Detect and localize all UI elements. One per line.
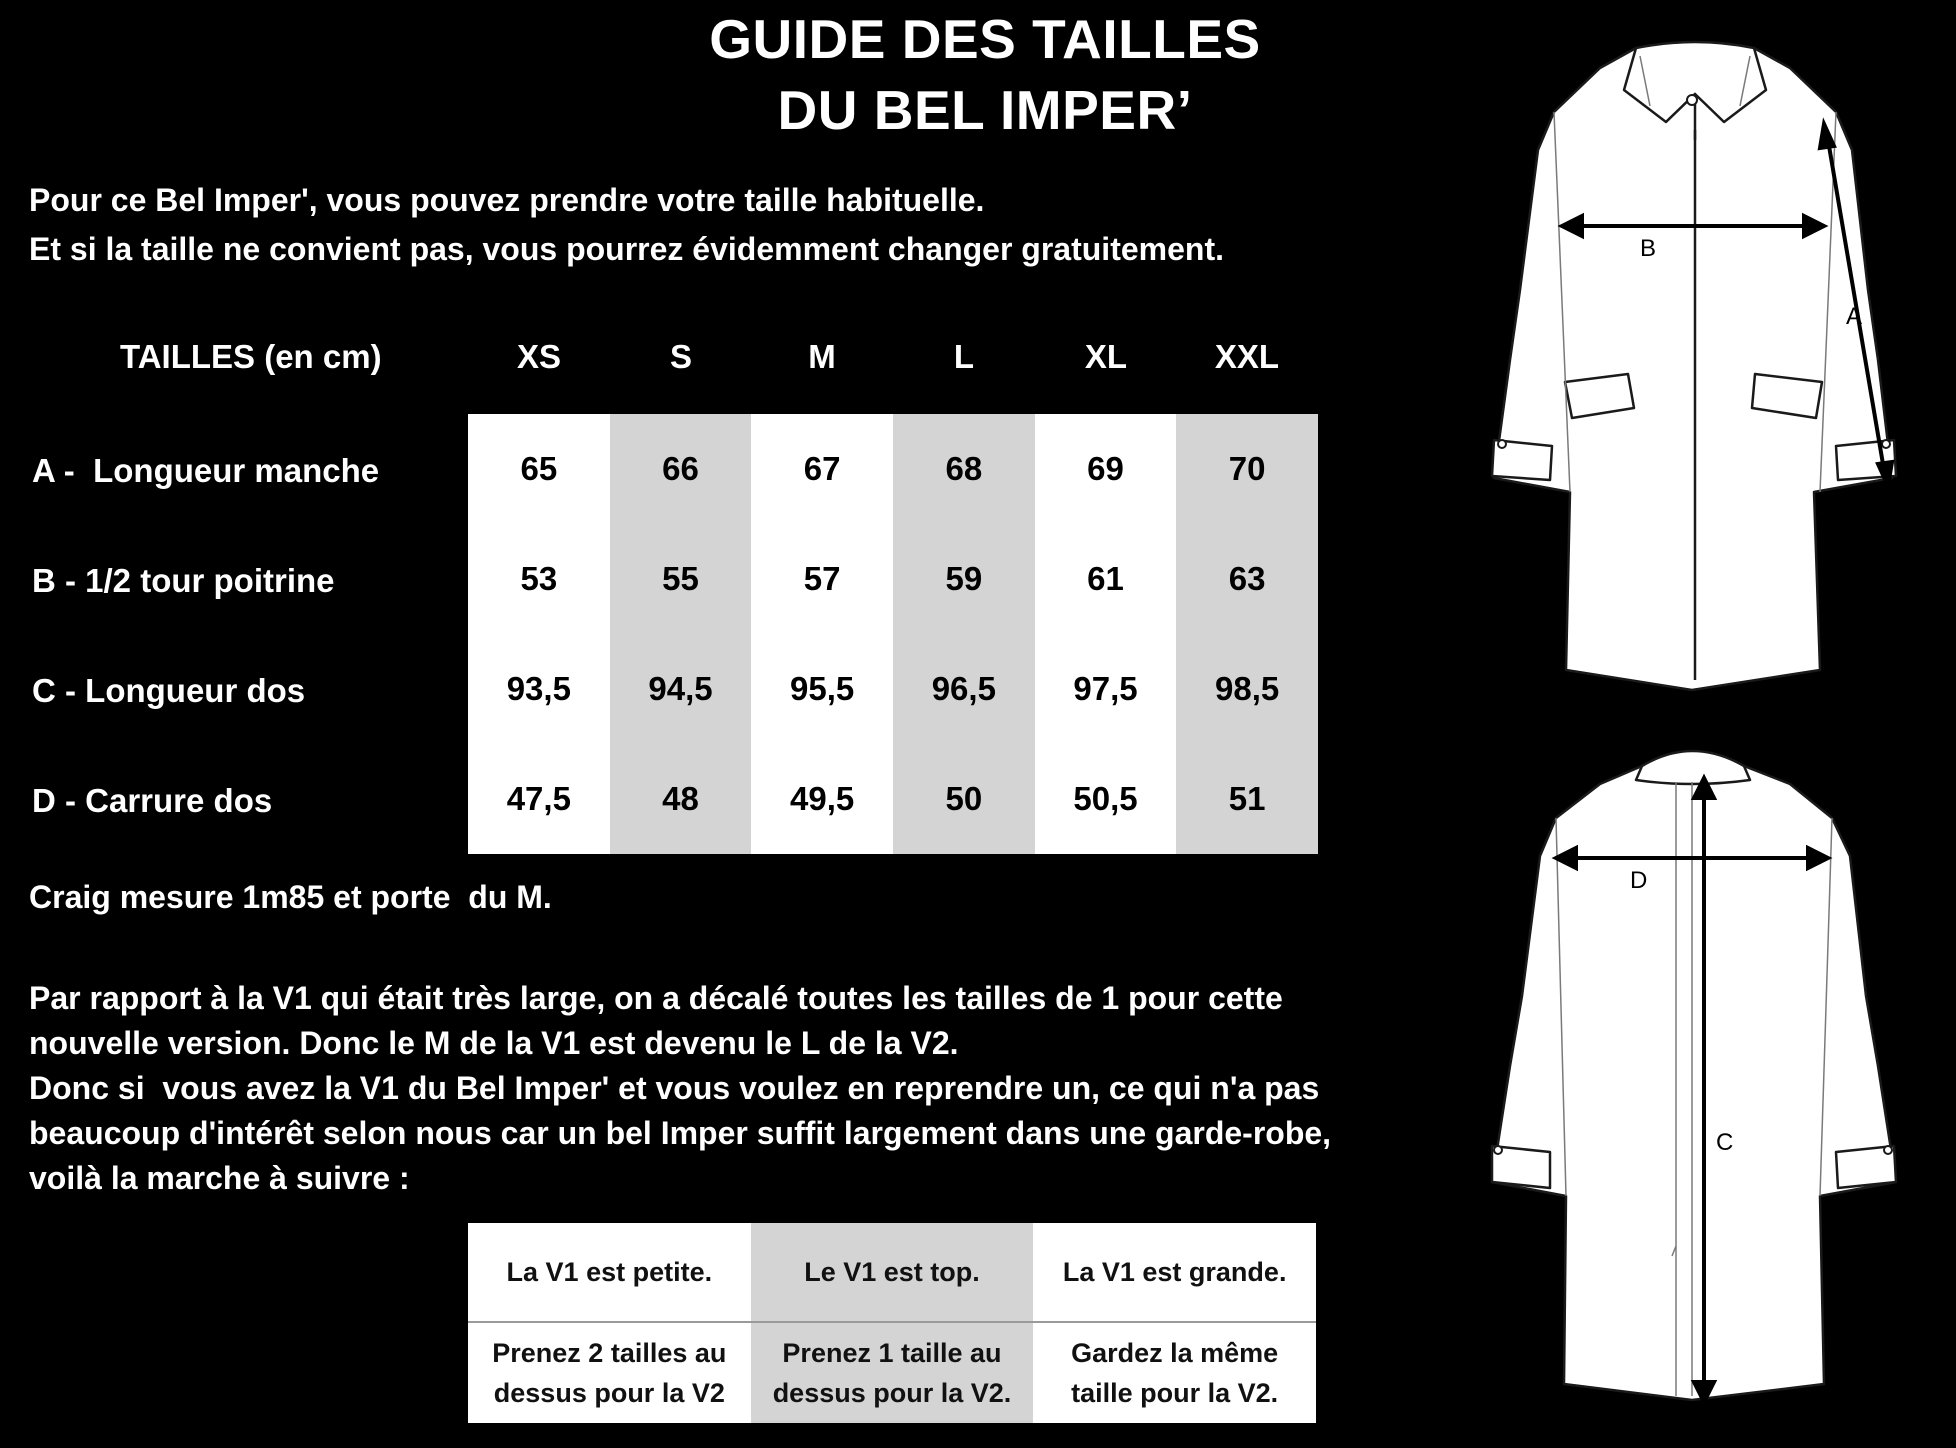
v-advice-small: [468, 1323, 751, 1423]
size-header-m: M: [808, 338, 836, 375]
paragraph-line-2: nouvelle version. Donc le M de la V1 est devenu le L de la V2.: [29, 1025, 959, 1061]
size-cell: 65: [468, 414, 610, 524]
v-advice-large: [1033, 1323, 1316, 1423]
intro-line-2: Et si la taille ne convient pas, vous pourrez évidemment changer gratuitement.: [29, 231, 1224, 267]
v1-v2-table: [468, 1223, 1316, 1423]
coat-front-drawing: [1480, 30, 1910, 700]
size-cell: 51: [1176, 744, 1318, 854]
size-cell: 50: [893, 744, 1035, 854]
paragraph-line-3: Donc si vous avez la V1 du Bel Imper' et vous voulez en reprendre un, ce qui n'a pas: [29, 1070, 1320, 1106]
advice-line: dessus pour la V2: [493, 1378, 725, 1408]
intro-line-1: Pour ce Bel Imper', vous pouvez prendre votre taille habituelle.: [29, 182, 985, 218]
row-label-d: D - Carrure dos: [32, 782, 273, 819]
page-title: [560, 4, 1410, 146]
intro-text: [29, 176, 1329, 274]
size-cell: 67: [751, 414, 893, 524]
row-label-c: C - Longueur dos: [32, 672, 306, 709]
size-cell: 98,5: [1176, 634, 1318, 744]
size-header-xs: XS: [516, 338, 562, 375]
row-label-b: B - 1/2 tour poitrine: [32, 562, 335, 599]
v-header-small: La V1 est petite.: [468, 1223, 751, 1323]
size-cell: 69: [1035, 414, 1177, 524]
size-cell: 95,5: [751, 634, 893, 744]
label-a: A: [1846, 303, 1863, 330]
label-d: D: [1630, 867, 1648, 894]
size-cell: 97,5: [1035, 634, 1177, 744]
size-cell: 68: [893, 414, 1035, 524]
size-cell: 93,5: [468, 634, 610, 744]
v-advice-top: [751, 1323, 1034, 1423]
size-table-header-label: TAILLES (en cm): [120, 338, 382, 375]
coat-back-drawing: [1480, 736, 1910, 1406]
paragraph-line-5: voilà la marche à suivre :: [29, 1160, 410, 1196]
size-cell: 55: [610, 524, 752, 634]
label-b: B: [1640, 235, 1657, 262]
v-header-top: Le V1 est top.: [751, 1223, 1034, 1323]
size-cell: 59: [893, 524, 1035, 634]
paragraph-line-1: Par rapport à la V1 qui était très large, on a décalé toutes les tailles de 1 pour cette: [29, 980, 1283, 1016]
size-cell: 48: [610, 744, 752, 854]
size-cell: 61: [1035, 524, 1177, 634]
size-cell: 49,5: [751, 744, 893, 854]
advice-line: dessus pour la V2.: [772, 1378, 1012, 1408]
size-cell: 66: [610, 414, 752, 524]
size-cell: 96,5: [893, 634, 1035, 744]
size-header-l: L: [953, 338, 975, 375]
title-line-2: DU BEL IMPER’: [777, 79, 1193, 141]
title-line-1: GUIDE DES TAILLES: [709, 8, 1261, 70]
size-header-xl: XL: [1084, 338, 1128, 375]
size-table: [468, 414, 1318, 854]
row-label-a: A - Longueur manche: [32, 452, 380, 489]
advice-line: taille pour la V2.: [1071, 1378, 1279, 1408]
size-cell: 47,5: [468, 744, 610, 854]
advice-line: Prenez 2 tailles au: [492, 1338, 727, 1368]
advice-line: Prenez 1 taille au: [782, 1338, 1002, 1368]
model-note: Craig mesure 1m85 et porte du M.: [29, 879, 552, 915]
size-cell: 63: [1176, 524, 1318, 634]
v-header-large: La V1 est grande.: [1033, 1223, 1316, 1323]
size-header-xxl: XXL: [1214, 338, 1280, 375]
size-cell: 50,5: [1035, 744, 1177, 854]
size-cell: 53: [468, 524, 610, 634]
advice-line: Gardez la même: [1071, 1338, 1279, 1368]
paragraph-line-4: beaucoup d'intérêt selon nous car un bel Imper suffit largement dans une garde-robe,: [29, 1115, 1332, 1151]
size-cell: 94,5: [610, 634, 752, 744]
v1-explanation: [29, 976, 1429, 1201]
size-cell: 70: [1176, 414, 1318, 524]
size-cell: 57: [751, 524, 893, 634]
label-c: C: [1716, 1129, 1734, 1156]
size-header-s: S: [669, 338, 692, 375]
